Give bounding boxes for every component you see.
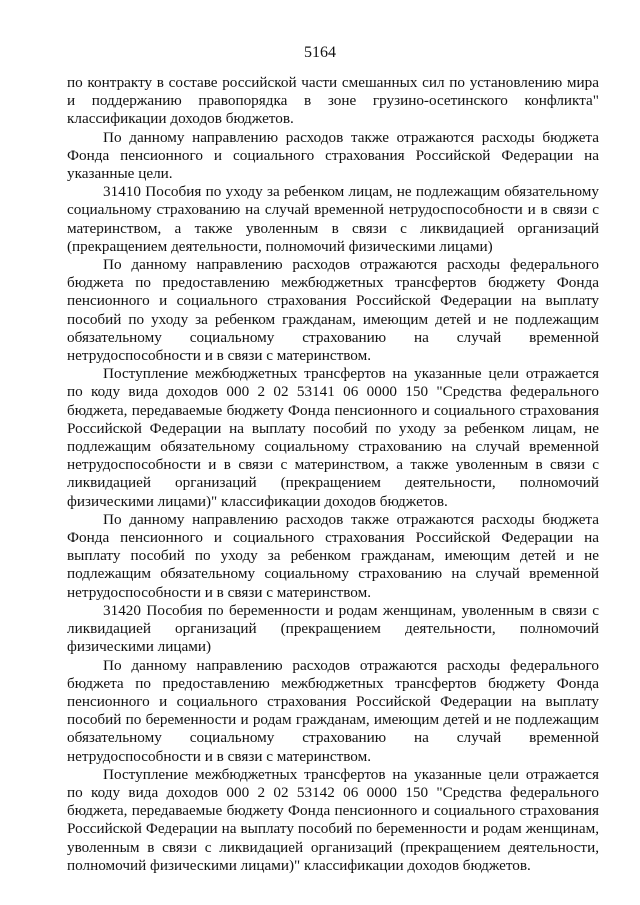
paragraph: По данному направлению расходов отражаются расходы федерального бюджета по предоставлению межбюджетных трансфертов бюджету Фонда пенсионного и социального страхования Российской Федерации на выплату пособий по беременности и родам гражданам, имеющим детей и не подлежащим обязательному социальному страхованию на случай временной нетрудоспособности и в связи с материнством. [67, 656, 599, 765]
paragraph: По данному направлению расходов также отражаются расходы бюджета Фонда пенсионного и социального страхования Российской Федерации на выплату пособий по уходу за ребенком гражданам, имеющим детей и не подлежащим обязательному социальному страхованию на случай временной нетрудоспособности и в связи с материнством. [67, 510, 599, 601]
paragraph: Поступление межбюджетных трансфертов на указанные цели отражается по коду вида доходов 000 2 02 53142 06 0000 150 "Средства федерального бюджета, передаваемые бюджету Фонда пенсионного и социального страхования Российской Федерации на выплату пособий по беременности и родам женщинам, уволенным в связи с ликвидацией организаций (прекращением деятельности, полномочий физическими лицами)" классификации доходов бюджетов. [67, 765, 599, 874]
section-heading-31410: 31410 Пособия по уходу за ребенком лицам, не подлежащим обязательному социальному страхованию на случай временной нетрудоспособности и в связи с материнством, а также уволенным в связи с ликвидацией организаций (прекращением деятельности, полномочий физическими лицами) [67, 183, 599, 255]
paragraph: Поступление межбюджетных трансфертов на указанные цели отражается по коду вида доходов 000 2 02 53141 06 0000 150 "Средства федерального бюджета, передаваемые бюджету Фонда пенсионного и социального страхования Российской Федерации на выплату пособий по уходу за ребенком лицам, не подлежащим обязательному социальному страхованию на случай временной нетрудоспособности и в связи с материнством, а также уволенным в связи с ликвидацией организаций (прекращением деятельности, полномочий физическими лицами)" классификации доходов бюджетов. [67, 365, 599, 510]
page-number: 5164 [304, 44, 336, 61]
paragraph: По данному направлению расходов отражаются расходы федерального бюджета по предоставлению межбюджетных трансфертов бюджету Фонда пенсионного и социального страхования Российской Федерации на выплату пособий по уходу за ребенком гражданам, имеющим детей и не подлежащим обязательному социальному страхованию на случай временной нетрудоспособности и в связи с материнством. [67, 256, 599, 365]
paragraph: По данному направлению расходов также отражаются расходы бюджета Фонда пенсионного и социального страхования Российской Федерации на указанные цели. [67, 128, 599, 183]
paragraph-continuation: по контракту в составе российской части смешанных сил по установлению мира и поддержанию правопорядка в зоне грузино-осетинского конфликта" классификации доходов бюджетов. [67, 74, 599, 128]
document-body [67, 74, 599, 875]
section-heading-31420: 31420 Пособия по беременности и родам женщинам, уволенным в связи с ликвидацией организаций (прекращением деятельности, полномочий физическими лицами) [67, 601, 599, 656]
